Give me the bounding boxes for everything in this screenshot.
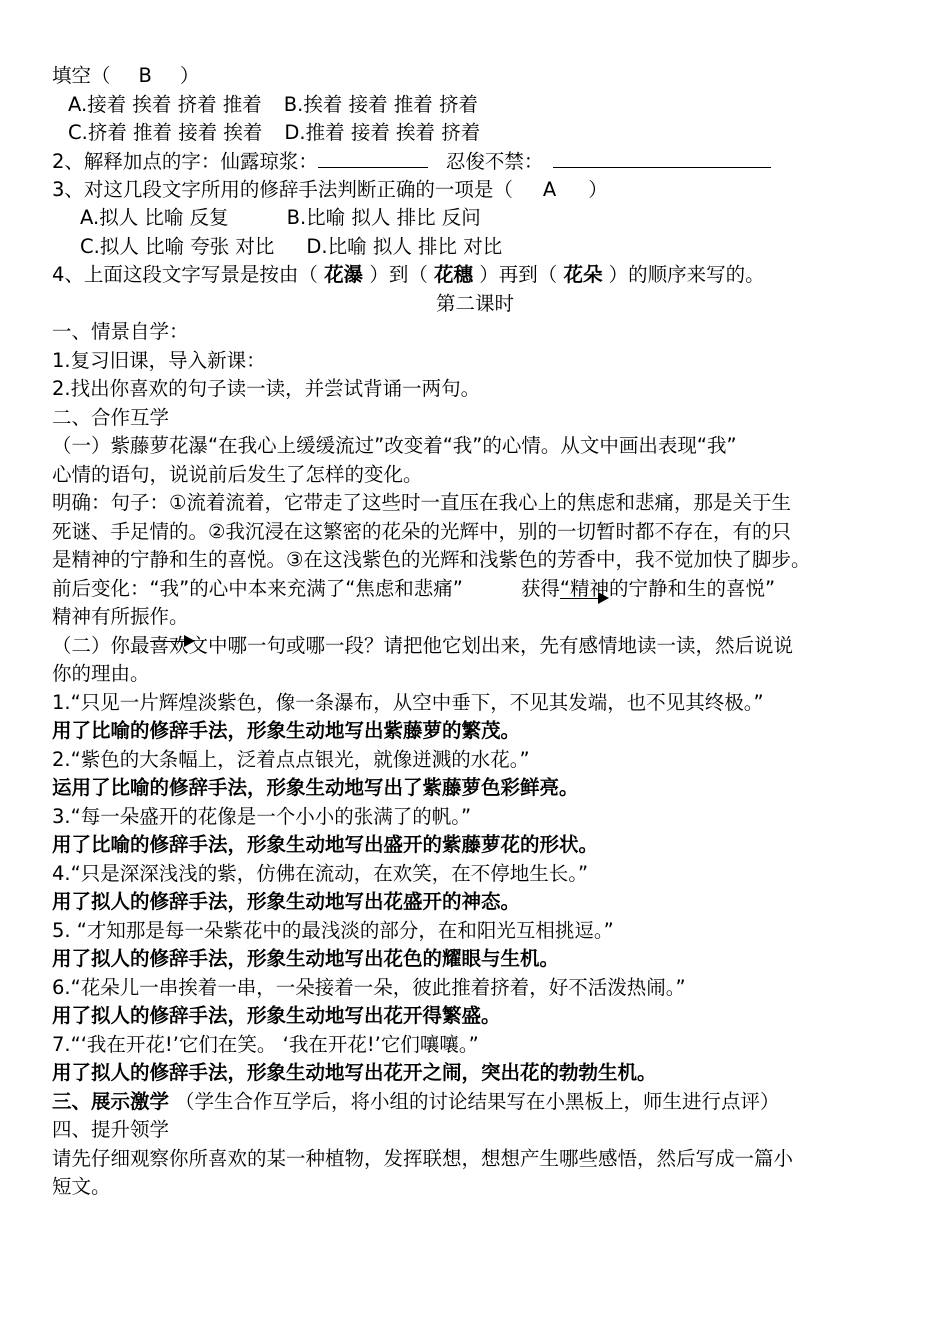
- section-4-heading: 四、提升领学: [52, 1118, 170, 1141]
- option-b: B.挨着 接着 推着 挤着: [283, 93, 478, 116]
- q3-options-cd: [80, 233, 502, 261]
- answer-6: 用了拟人的修辞手法，形象生动地写出花开得繁盛。: [52, 1004, 501, 1027]
- clarify-line-1: 明确：句子：①流着流着，它带走了这些时一直压在我心上的焦虑和悲痛，那是关于生: [52, 491, 791, 514]
- section-3-heading: 三、展示激学: [52, 1090, 170, 1113]
- quote-1: 1.“只见一片辉煌淡紫色，像一条瀑布，从空中垂下，不见其发端，也不见其终极。”: [52, 691, 764, 714]
- section-4-text-1: 请先仔细观察你所喜欢的某一种植物，发挥联想，想想产生哪些感悟，然后写成一篇小: [52, 1147, 794, 1170]
- answer-7: 用了拟人的修辞手法，形象生动地写出花开之闹，突出花的勃勃生机。: [52, 1061, 657, 1084]
- section-3: [52, 1088, 780, 1116]
- quote-3: 3.“每一朵盛开的花像是一个小小的张满了的帆。”: [52, 805, 472, 828]
- q3-option-c: C.拟人 比喻 夸张 对比: [80, 235, 275, 258]
- options-cd: [68, 119, 480, 147]
- section-1-heading: 一、情景自学：: [52, 320, 189, 343]
- change-line-1: [52, 575, 775, 603]
- q3-option-b: B.比喻 拟人 排比 反问: [286, 206, 481, 229]
- answer-2: 运用了比喻的修辞手法，形象生动地写出了紫藤萝色彩鲜亮。: [52, 776, 579, 799]
- q3-option-a: A.拟人 比喻 反复: [80, 206, 229, 229]
- q2-mid: 忍俊不禁：: [445, 150, 544, 173]
- q4-text-4: ）的顺序来写的。: [602, 263, 765, 286]
- q2-blank-2: [553, 147, 771, 168]
- clarify-line-3: 是精神的宁静和生的喜悦。③在这浅紫色的光辉和浅紫色的芳香中，我不觉加快了脚步。: [52, 548, 811, 571]
- q2-lead: 2、解释加点的字：仙露琼浆：: [52, 150, 318, 173]
- q4-text-3: ）再到（: [473, 263, 564, 286]
- section-3-text: （学生合作互学后，将小组的讨论结果写在小黑板上，师生进行点评）: [175, 1090, 780, 1113]
- answer-1: 用了比喻的修辞手法，形象生动地写出紫藤萝的繁茂。: [52, 719, 521, 742]
- options-ab: [68, 91, 478, 119]
- q4-answer-1: 花瀑: [324, 263, 364, 286]
- part-1-line-2: 心情的语句，说说前后发生了怎样的变化。: [52, 463, 423, 486]
- question-4: [52, 261, 765, 289]
- change-arrow-icon: [598, 592, 609, 604]
- part-2-line-2: 你的理由。: [52, 662, 150, 685]
- fill-blank-question: [52, 62, 199, 90]
- quote-5: 5. “才知那是每一朵紫花中的最浅淡的部分，在和阳光互相挑逗。”: [52, 919, 614, 942]
- option-a: A.接着 挨着 挤着 推着: [68, 93, 262, 116]
- change-arrow-line: [560, 598, 600, 599]
- fill-prefix: 填空（: [52, 64, 111, 87]
- q4-text-2: ）到（: [363, 263, 435, 286]
- change-after: 获得“精神的宁静和生的喜悦”: [520, 577, 776, 600]
- quote-4: 4.“只是深深浅浅的紫，仿佛在流动，在欢笑，在不停地生长。”: [52, 862, 589, 885]
- q3-answer: A: [542, 178, 557, 201]
- question-3: [52, 176, 608, 204]
- option-c: C.挤着 推着 接着 挨着: [68, 121, 263, 144]
- change-line-2: 精神有所振作。: [52, 605, 189, 628]
- q3-option-d: D.比喻 拟人 排比 对比: [306, 235, 503, 258]
- answer-3: 用了比喻的修辞手法，形象生动地写出盛开的紫藤萝花的形状。: [52, 833, 599, 856]
- quote-2: 2.“紫色的大条幅上，泛着点点银光，就像迸溅的水花。”: [52, 748, 530, 771]
- answer-5: 用了拟人的修辞手法，形象生动地写出花色的耀眼与生机。: [52, 947, 560, 970]
- question-2: [52, 147, 771, 176]
- q3-options-ab: [80, 204, 481, 232]
- answer-4: 用了拟人的修辞手法，形象生动地写出花盛开的神态。: [52, 890, 521, 913]
- section-2-heading: 二、合作互学: [52, 406, 170, 429]
- q4-answer-2: 花穗: [434, 263, 474, 286]
- fill-answer: B: [138, 64, 152, 87]
- clarify-line-2: 死谜、手足情的。②我沉浸在这繁密的花朵的光辉中，别的一切暂时都不存在，有的只: [52, 520, 791, 543]
- part-2-line-1: （二）你最喜欢文中哪一句或哪一段？请把他它划出来，先有感情地读一读，然后说说: [52, 634, 794, 657]
- q3-suffix: ）: [588, 178, 608, 201]
- fill-suffix: ）: [179, 64, 200, 87]
- q3-text: 3、对这几段文字所用的修辞手法判断正确的一项是（: [52, 178, 513, 201]
- q2-blank-1: [318, 147, 428, 168]
- section-4-text-2: 短文。: [52, 1175, 111, 1198]
- lesson-2-title: 第二课时: [435, 292, 514, 315]
- part-1-line-1: （一）紫藤萝花瀑“在我心上缓缓流过”改变着“我”的心情。从文中画出表现“我”: [52, 434, 737, 457]
- quote-6: 6.“花朵儿一串挨着一串，一朵接着一朵，彼此推着挤着，好不活泼热闹。”: [52, 976, 686, 999]
- q4-text-1: 4、上面这段文字写景是按由（: [52, 263, 325, 286]
- option-d: D.推着 接着 挨着 挤着: [284, 121, 481, 144]
- q4-answer-3: 花朵: [563, 263, 603, 286]
- section-1-item-2: 2.找出你喜欢的句子读一读，并尝试背诵一两句。: [52, 377, 481, 400]
- section-1-item-1: 1.复习旧课，导入新课：: [52, 349, 266, 372]
- change-before: 前后变化：“我”的心中本来充满了“焦虑和悲痛”: [52, 577, 463, 600]
- quote-7: 7.“‘我在开花!’它们在笑。 ‘我在开花!’它们嚷嚷。”: [52, 1033, 479, 1056]
